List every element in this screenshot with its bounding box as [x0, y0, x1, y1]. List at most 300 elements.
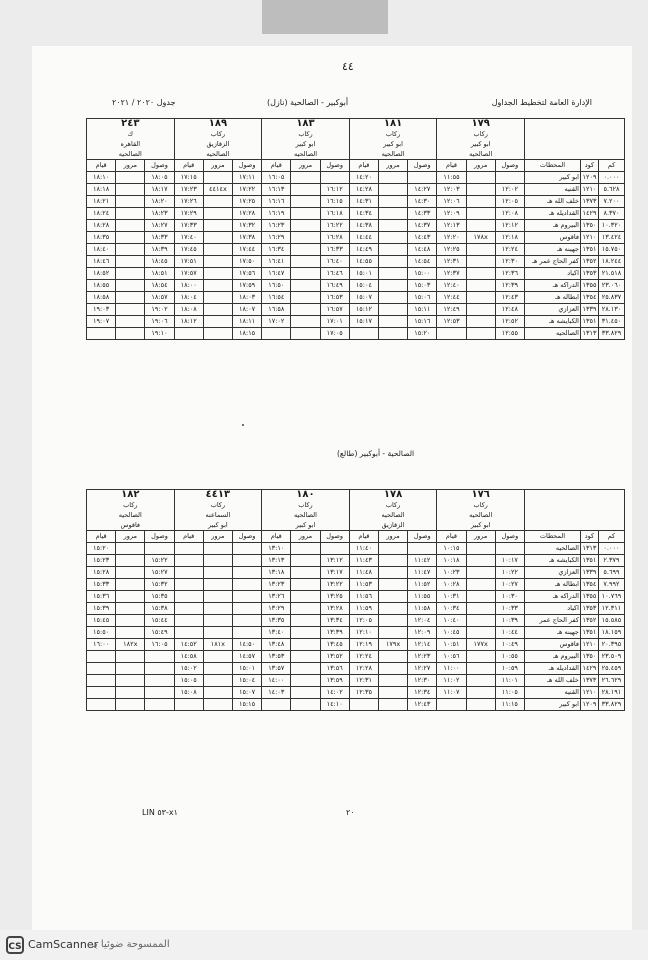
- depart-time-cell: ١٦:١٩: [262, 208, 291, 220]
- km-cell: ٢٠.٣٩٥: [598, 639, 624, 651]
- station-cell: ابو كبير: [524, 172, 580, 184]
- arrival-time-cell: ١٥:٢٢: [145, 555, 174, 567]
- depart-time-cell: ١٥:٠١: [349, 268, 378, 280]
- depart-time-cell: ١٤:٠٣: [262, 687, 291, 699]
- arrival-time-cell: [145, 651, 174, 663]
- pass-time-cell: [291, 280, 320, 292]
- station-cell: الصالحيه: [524, 543, 580, 555]
- col-pass: مرور: [466, 160, 495, 172]
- train-dest: ابو كبير: [262, 520, 350, 531]
- table-row: [87, 256, 625, 268]
- depart-time-cell: ١٠:٢٨: [437, 579, 466, 591]
- pass-time-cell: [466, 615, 495, 627]
- depart-time-cell: ١٧:٣٣: [174, 220, 203, 232]
- pass-time-cell: [466, 268, 495, 280]
- depart-time-cell: [262, 328, 291, 340]
- arrival-time-cell: ١٤:٤٣: [408, 232, 437, 244]
- train-origin: القاهره: [87, 139, 175, 149]
- code-cell: ١٣٣٩: [580, 567, 598, 579]
- km-cell: ٢٦.٦٢٩: [598, 675, 624, 687]
- km-cell: ٢.٣٧٩: [598, 555, 624, 567]
- code-cell: ١٣٥٠: [580, 651, 598, 663]
- depart-time-cell: ١١:٠٧: [437, 687, 466, 699]
- pass-time-cell: [379, 316, 408, 328]
- pass-time-cell: [379, 292, 408, 304]
- depart-time-cell: ١٠:٣١: [437, 591, 466, 603]
- arrival-time-cell: ١٨:٤٥: [145, 256, 174, 268]
- depart-time-cell: [174, 615, 203, 627]
- arrival-time-cell: ١٦:٢٢: [320, 220, 349, 232]
- arrival-time-cell: [320, 172, 349, 184]
- depart-time-cell: [174, 603, 203, 615]
- arrival-time-cell: ١٢:٢٤: [495, 244, 524, 256]
- pass-time-cell: [116, 615, 145, 627]
- arrival-time-cell: ١٥:٢٠: [408, 328, 437, 340]
- camscanner-logo-icon: CS: [6, 936, 24, 954]
- arrival-time-cell: ١٣:١٢: [320, 555, 349, 567]
- depart-time-cell: ١٣:٥٧: [262, 663, 291, 675]
- arrival-time-cell: ١٨:١١: [233, 316, 262, 328]
- pass-time-cell: [291, 591, 320, 603]
- depart-time-cell: ١٨:٥٨: [87, 292, 116, 304]
- depart-time-cell: ١٠:١٥: [437, 543, 466, 555]
- arrival-time-cell: [408, 543, 437, 555]
- depart-time-cell: ١٨:١٢: [174, 316, 203, 328]
- km-cell: ٣١.٤٥٠: [598, 316, 624, 328]
- timetable-up: [86, 489, 624, 711]
- depart-time-cell: ١٢:٤٠: [437, 280, 466, 292]
- pass-time-cell: [291, 328, 320, 340]
- code-cell: ١٣١٣: [580, 328, 598, 340]
- train-number: ٤٤١٣: [174, 490, 262, 501]
- pass-time-cell: [203, 316, 232, 328]
- depart-time-cell: ١٢:١٠: [349, 627, 378, 639]
- col-depart: قيام: [349, 160, 378, 172]
- arrival-time-cell: ١٠:٣٠: [495, 591, 524, 603]
- depart-time-cell: ١٣:٢٩: [262, 603, 291, 615]
- code-cell: ١٣٥٣: [580, 603, 598, 615]
- pass-time-cell: [116, 316, 145, 328]
- code-cell: ١٣٥٤: [580, 579, 598, 591]
- pass-time-cell: [116, 543, 145, 555]
- col-depart: قيام: [349, 531, 378, 543]
- station-cell: فاقوس: [524, 639, 580, 651]
- depart-time-cell: ١٣:١٠: [262, 543, 291, 555]
- depart-time-cell: ١٠:٤٥: [437, 627, 466, 639]
- train-type: ركاب: [174, 129, 262, 139]
- depart-time-cell: ١٢:٣١: [437, 256, 466, 268]
- depart-time-cell: ١٧:٥٧: [174, 268, 203, 280]
- depart-time-cell: ١٣:٤٨: [262, 639, 291, 651]
- depart-time-cell: ١٧:٠٢: [262, 316, 291, 328]
- arrival-time-cell: ١٥:٣٢: [145, 579, 174, 591]
- depart-time-cell: ١٥:٣٣: [87, 579, 116, 591]
- col-pass: مرور: [291, 531, 320, 543]
- arrival-time-cell: ١٣:٣٩: [320, 627, 349, 639]
- arrival-time-cell: ١٣:٢٥: [320, 591, 349, 603]
- arrival-time-cell: ١٧:٥٩: [233, 280, 262, 292]
- table-row: [87, 292, 625, 304]
- pass-time-cell: [291, 615, 320, 627]
- arrival-time-cell: [232, 627, 261, 639]
- pass-time-cell: [378, 603, 407, 615]
- train-dest: الصالحيه: [437, 149, 525, 160]
- table-row: [87, 615, 625, 627]
- arrival-time-cell: ١٢:٣٠: [408, 675, 437, 687]
- table-row: [87, 675, 625, 687]
- arrival-time-cell: ١١:٤٧: [408, 567, 437, 579]
- arrival-time-cell: ١٧:٢٨: [233, 208, 262, 220]
- pass-time-cell: [466, 699, 495, 711]
- depart-time-cell: ١٦:١٣: [262, 184, 291, 196]
- train-origin: الصالحيه: [437, 510, 525, 520]
- pass-time-cell: [379, 256, 408, 268]
- pass-time-cell: [291, 208, 320, 220]
- code-cell: ١٣٥١: [580, 555, 598, 567]
- pass-time-cell: [466, 196, 495, 208]
- pass-time-cell: [379, 232, 408, 244]
- pass-time-cell: [116, 232, 145, 244]
- col-stations: المحطات: [524, 531, 580, 543]
- arrival-time-cell: ١٤:٥٤: [408, 256, 437, 268]
- depart-time-cell: ١٧:١٥: [174, 172, 203, 184]
- code-cell: ١٣٥٠: [580, 220, 598, 232]
- arrival-time-cell: ١٦:٤٦: [320, 268, 349, 280]
- code-cell: ١٣٥٥: [580, 591, 598, 603]
- arrival-time-cell: ١٥:٣٨: [145, 603, 174, 615]
- arrival-time-cell: ١٦:٤٩: [320, 280, 349, 292]
- train-type: ركاب: [262, 129, 350, 139]
- depart-time-cell: ١٦:١٦: [262, 196, 291, 208]
- station-cell: خلف الله هـ: [524, 675, 580, 687]
- km-cell: ٢٨.١٩١: [598, 687, 624, 699]
- arrival-time-cell: ١٨:٣٩: [145, 244, 174, 256]
- pass-time-cell: [291, 627, 320, 639]
- col-km: كم: [598, 160, 624, 172]
- arrival-time-cell: ١٨:٣٣: [145, 232, 174, 244]
- arrival-time-cell: [232, 567, 261, 579]
- code-cell: ١٣٧٣: [580, 675, 598, 687]
- pass-time-cell: ٤٤١٤x: [203, 184, 232, 196]
- arrival-time-cell: [232, 543, 261, 555]
- arrival-time-cell: ١٨:٥٧: [145, 292, 174, 304]
- depart-time-cell: ١٨:٣٥: [87, 232, 116, 244]
- depart-time-cell: [174, 699, 203, 711]
- timetable-up-table: [86, 489, 625, 711]
- arrival-time-cell: ١١:٠٥: [495, 687, 524, 699]
- arrival-time-cell: ١٨:٥٤: [145, 280, 174, 292]
- depart-time-cell: [174, 579, 203, 591]
- arrival-time-cell: ١٧:١١: [233, 172, 262, 184]
- code-cell: ١٣٥٢: [580, 615, 598, 627]
- pass-time-cell: [203, 591, 232, 603]
- pass-time-cell: [379, 280, 408, 292]
- depart-time-cell: ١٣:٣٥: [262, 615, 291, 627]
- km-cell: ١٨.٢٤٤: [598, 256, 624, 268]
- depart-time-cell: [437, 699, 466, 711]
- depart-time-cell: ١٣:٢٦: [262, 591, 291, 603]
- depart-time-cell: ١٨:٤٠: [87, 244, 116, 256]
- depart-time-cell: [87, 663, 116, 675]
- pass-time-cell: [116, 675, 145, 687]
- depart-time-cell: ١٩:٠٧: [87, 316, 116, 328]
- arrival-time-cell: ١٨:٠٥: [145, 172, 174, 184]
- pass-time-cell: [203, 687, 232, 699]
- pass-time-cell: [116, 184, 145, 196]
- arrival-time-cell: ١١:٠١: [495, 675, 524, 687]
- depart-time-cell: ١٨:٢١: [87, 196, 116, 208]
- col-arrival: وصول: [145, 160, 174, 172]
- km-cell: ٧.٢٠٠: [598, 196, 624, 208]
- station-cell: القنيه: [524, 184, 580, 196]
- pass-time-cell: [116, 651, 145, 663]
- timetable-down: [86, 118, 624, 340]
- code-cell: ١٣٥١: [580, 244, 598, 256]
- depart-time-cell: ١٥:٢٣: [87, 555, 116, 567]
- km-cell: ٣٣.٨٢٩: [598, 699, 624, 711]
- depart-time-cell: ١٨:٥٢: [87, 268, 116, 280]
- pass-time-cell: [379, 244, 408, 256]
- table-row: [87, 603, 625, 615]
- arrival-time-cell: ١٥:٠٠: [408, 268, 437, 280]
- train-dest: الصالحيه: [262, 149, 350, 160]
- station-cell: الدراكه هـ: [524, 591, 580, 603]
- pass-time-cell: [116, 687, 145, 699]
- train-number: ١٨٠: [262, 490, 350, 501]
- depart-time-cell: ١٣:٢٣: [262, 579, 291, 591]
- arrival-time-cell: ١١:٥٢: [408, 579, 437, 591]
- depart-time-cell: ١٢:٥٣: [437, 316, 466, 328]
- arrival-time-cell: ١٤:٤٨: [408, 244, 437, 256]
- table-row: [87, 579, 625, 591]
- header-blank-cell: [524, 119, 624, 160]
- pass-time-cell: [291, 651, 320, 663]
- train-number: ١٧٨: [349, 490, 437, 501]
- depart-time-cell: ١٢:٢٥: [437, 244, 466, 256]
- arrival-time-cell: ١٥:٤٤: [145, 615, 174, 627]
- km-cell: ٢٥.٤٥٩: [598, 663, 624, 675]
- arrival-time-cell: [145, 675, 174, 687]
- pass-time-cell: [466, 663, 495, 675]
- depart-time-cell: ١٢:١٣: [437, 220, 466, 232]
- pass-time-cell: [116, 579, 145, 591]
- arrival-time-cell: ١٣:١٧: [320, 567, 349, 579]
- depart-time-cell: ١٦:٥٠: [262, 280, 291, 292]
- pass-time-cell: [378, 699, 407, 711]
- arrival-time-cell: ١٣:٣٤: [320, 615, 349, 627]
- pass-time-cell: [203, 292, 232, 304]
- pass-time-cell: [466, 651, 495, 663]
- col-depart: قيام: [174, 160, 203, 172]
- depart-time-cell: ١٥:٢٨: [87, 567, 116, 579]
- pass-time-cell: [203, 651, 232, 663]
- arrival-time-cell: ١٥:٤٩: [145, 627, 174, 639]
- station-cell: كفر الحاج عمر هـ: [524, 256, 580, 268]
- arrival-time-cell: ١٢:٤٨: [495, 304, 524, 316]
- km-cell: ٨.٣٧٠: [598, 208, 624, 220]
- station-cell: القداديله هـ: [524, 208, 580, 220]
- arrival-time-cell: ١٣:٢٢: [320, 579, 349, 591]
- depart-time-cell: ١٦:٢٣: [262, 220, 291, 232]
- depart-time-cell: ١٠:٥٦: [437, 651, 466, 663]
- arrival-time-cell: ١٥:٠٤: [232, 675, 261, 687]
- arrival-time-cell: ١٧:٤٤: [233, 244, 262, 256]
- pass-time-cell: ١٧٨x: [466, 232, 495, 244]
- train-origin: الصالحيه: [87, 510, 175, 520]
- depart-time-cell: ١٤:٤٩: [349, 244, 378, 256]
- header-blank-cell: [524, 490, 624, 531]
- station-cell: ابطاله هـ: [524, 579, 580, 591]
- depart-time-cell: ١٢:٠٦: [437, 196, 466, 208]
- col-pass: مرور: [203, 160, 232, 172]
- table-row: [87, 687, 625, 699]
- arrival-time-cell: ١٦:١٢: [320, 184, 349, 196]
- pass-time-cell: [379, 208, 408, 220]
- depart-time-cell: ١٢:٠٥: [349, 615, 378, 627]
- pass-time-cell: [203, 220, 232, 232]
- depart-time-cell: ١٤:٢٨: [349, 184, 378, 196]
- arrival-time-cell: [232, 555, 261, 567]
- arrival-time-cell: ١٥:٢٧: [145, 567, 174, 579]
- arrival-time-cell: ١٧:٣٨: [233, 232, 262, 244]
- footer-code: LIN ٥٣-x١: [142, 808, 178, 817]
- pass-time-cell: [203, 675, 232, 687]
- km-cell: ١٨.١٥٩: [598, 627, 624, 639]
- arrival-time-cell: [495, 543, 524, 555]
- arrival-time-cell: ١٦:٣٣: [320, 244, 349, 256]
- pass-time-cell: [291, 639, 320, 651]
- col-arrival: وصول: [320, 531, 349, 543]
- table-row: [87, 555, 625, 567]
- pass-time-cell: [116, 292, 145, 304]
- km-cell: ١٢.٣١١: [598, 603, 624, 615]
- arrival-time-cell: ١٩:١٠: [145, 328, 174, 340]
- col-arrival: وصول: [408, 531, 437, 543]
- train-dest: الصالحيه: [87, 149, 175, 160]
- depart-time-cell: ١٨:٥٥: [87, 280, 116, 292]
- col-code: كود: [580, 160, 598, 172]
- depart-time-cell: ١٢:٢٤: [349, 651, 378, 663]
- col-depart: قيام: [262, 160, 291, 172]
- arrival-time-cell: ١٢:١٤: [408, 639, 437, 651]
- train-number: ٢٤٣: [87, 119, 175, 130]
- station-cell: كفر الحاج عمر: [524, 615, 580, 627]
- arrival-time-cell: ١٥:١٥: [232, 699, 261, 711]
- depart-time-cell: ١٢:٢٨: [349, 663, 378, 675]
- pass-time-cell: [466, 328, 495, 340]
- km-cell: ٢٣.٠٦٠: [598, 280, 624, 292]
- table-row: [87, 196, 625, 208]
- table-row: [87, 184, 625, 196]
- arrival-time-cell: ١٣:٥٩: [320, 675, 349, 687]
- arrival-time-cell: ١٢:١٢: [495, 220, 524, 232]
- col-pass: مرور: [116, 160, 145, 172]
- pass-time-cell: [466, 280, 495, 292]
- depart-time-cell: ١٦:٣٤: [262, 244, 291, 256]
- train-header-row: [87, 119, 625, 130]
- depart-time-cell: ١٩:٠٣: [87, 304, 116, 316]
- km-cell: ١٠.٧٦٩: [598, 591, 624, 603]
- pass-time-cell: [466, 220, 495, 232]
- arrival-time-cell: ١٤:٠٢: [320, 687, 349, 699]
- arrival-time-cell: ١٤:٢٧: [408, 184, 437, 196]
- arrival-time-cell: ١٦:٥٧: [320, 304, 349, 316]
- depart-time-cell: ١٢:٠٩: [437, 208, 466, 220]
- pass-time-cell: [466, 208, 495, 220]
- pass-time-cell: [203, 328, 232, 340]
- arrival-time-cell: ١٢:٢٧: [408, 663, 437, 675]
- col-code: كود: [580, 531, 598, 543]
- depart-time-cell: ١٠:٢٣: [437, 567, 466, 579]
- pass-time-cell: [378, 687, 407, 699]
- col-depart: قيام: [437, 160, 466, 172]
- pass-time-cell: [379, 304, 408, 316]
- pass-time-cell: [203, 699, 232, 711]
- arrival-time-cell: ١٦:١٥: [320, 196, 349, 208]
- arrival-time-cell: ١٨:٢٧: [145, 220, 174, 232]
- col-arrival: وصول: [233, 160, 262, 172]
- table-row: [87, 304, 625, 316]
- arrival-time-cell: ١٥:٠٦: [408, 292, 437, 304]
- depart-time-cell: ١٥:٢٠: [87, 543, 116, 555]
- camscanner-footer: [0, 930, 648, 960]
- table-row: [87, 268, 625, 280]
- code-cell: ١٢١٠: [580, 184, 598, 196]
- col-pass: مرور: [378, 531, 407, 543]
- depart-time-cell: ١٦:٤١: [262, 256, 291, 268]
- table-row: [87, 208, 625, 220]
- station-cell: العزازي: [524, 304, 580, 316]
- col-pass: مرور: [203, 531, 232, 543]
- train-number: ١٨٩: [174, 119, 262, 130]
- depart-time-cell: ١٥:٥٠: [87, 627, 116, 639]
- station-cell: جهينه هـ: [524, 627, 580, 639]
- depart-time-cell: ١٢:١٩: [349, 639, 378, 651]
- km-cell: ١٥.٧٥٠: [598, 244, 624, 256]
- depart-time-cell: ١٥:٠٧: [349, 292, 378, 304]
- pass-time-cell: [116, 280, 145, 292]
- depart-time-cell: ١١:٤٨: [349, 567, 378, 579]
- depart-time-cell: ١٢:٠٣: [437, 184, 466, 196]
- depart-time-cell: [262, 699, 291, 711]
- pass-time-cell: [291, 316, 320, 328]
- arrival-time-cell: ١٧:٥٦: [233, 268, 262, 280]
- depart-time-cell: [437, 328, 466, 340]
- depart-time-cell: [174, 567, 203, 579]
- arrival-time-cell: ١٧:٠٥: [320, 328, 349, 340]
- col-arrival: وصول: [320, 160, 349, 172]
- km-cell: ١٠.٣٢٠: [598, 220, 624, 232]
- arrival-time-cell: ١٢:٠٨: [495, 208, 524, 220]
- pass-time-cell: [203, 627, 232, 639]
- depart-time-cell: ١٤:٣٨: [349, 220, 378, 232]
- station-cell: جهينه هـ: [524, 244, 580, 256]
- train-dest: الزقازيق: [349, 520, 437, 531]
- depart-time-cell: ١٨:٢٤: [87, 208, 116, 220]
- depart-time-cell: ١٣:١٨: [262, 567, 291, 579]
- depart-time-cell: ١١:٥٥: [437, 172, 466, 184]
- timetable-down-table: [86, 118, 625, 340]
- arrival-time-cell: ١٢:٣٦: [495, 268, 524, 280]
- depart-time-cell: ١٤:٢٠: [349, 172, 378, 184]
- train-dest: ابو كبير: [437, 520, 525, 531]
- code-cell: ١٢١٠: [580, 639, 598, 651]
- code-cell: ١٣٥٣: [580, 268, 598, 280]
- footer-page-number: ٢٠: [346, 808, 355, 817]
- code-cell: ١٣٣٩: [580, 304, 598, 316]
- pass-time-cell: [291, 220, 320, 232]
- arrival-time-cell: ١٦:٢٨: [320, 232, 349, 244]
